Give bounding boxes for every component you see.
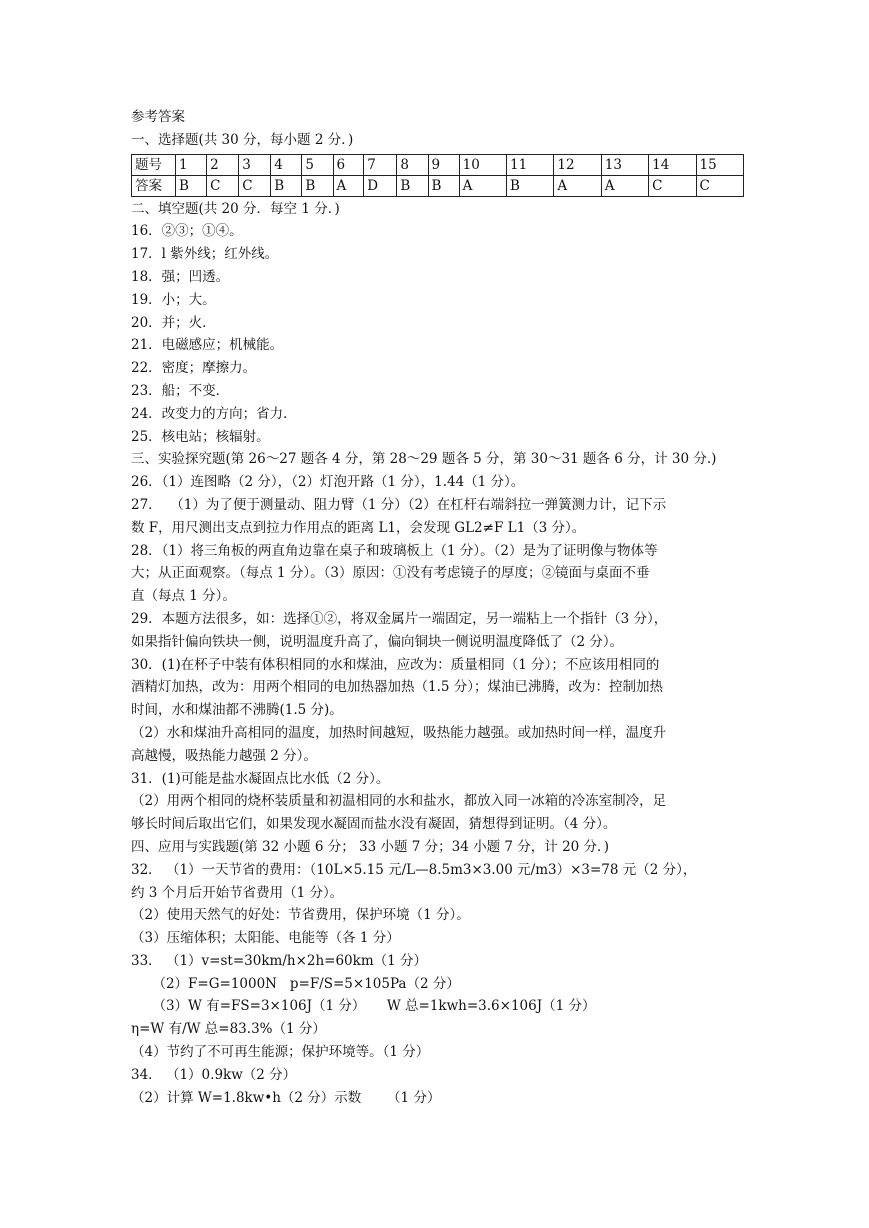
table-cell: B	[428, 175, 459, 196]
table-cell: 6	[333, 154, 364, 175]
table-cell: B	[271, 175, 302, 196]
table-cell: 13	[601, 154, 648, 175]
table-cell: A	[333, 175, 364, 196]
text-line: 19．小；大。	[131, 291, 216, 308]
text-line: 23．船；不变．	[131, 382, 230, 399]
text-line: 33． （1）v=st=30km/h×2h=60km（1 分）	[131, 952, 428, 969]
table-cell: D	[364, 175, 397, 196]
text-line: 34． （1）0.9kw（2 分）	[131, 1066, 297, 1083]
text-line: （3）压缩体积；太阳能、电能等（各 1 分）	[131, 930, 400, 947]
table-cell: B	[302, 175, 333, 196]
text-line: 够长时间后取出它们，如果发现水凝固而盐水没有凝固，猜想得到证明。（4 分）。	[131, 816, 617, 833]
table-cell: 14	[649, 154, 696, 175]
text-line: 26．（1）连图略（2 分），（2）灯泡开路（1 分），1.44（1 分）。	[131, 474, 525, 491]
text-line: 高越慢，吸热能力越强 2 分）。	[131, 747, 317, 764]
table-cell: 15	[696, 154, 743, 175]
table-cell: C	[696, 175, 743, 196]
text-line: 直（每点 1 分）。	[131, 588, 236, 605]
text-line: （2）使用天然气的好处：节省费用，保护环境（1 分）。	[131, 907, 470, 924]
table-cell: 12	[554, 154, 601, 175]
table-cell: B	[176, 175, 207, 196]
text-line: 22．密度；摩擦力。	[131, 360, 257, 377]
table-row-numbers	[132, 154, 744, 175]
text-line: 24．改变力的方向；省力．	[131, 405, 297, 422]
text-line: 二、填空题(共 20 分．每空 1 分．)	[131, 200, 340, 217]
table-cell: A	[601, 175, 648, 196]
text-line: 数 F，用尺测出支点到拉力作用点的距离 L1，会发现 GL2≠F L1（3 分）。	[131, 519, 586, 536]
text-line: （4）节约了不可再生能源；保护环境等。（1 分）	[131, 1044, 430, 1061]
table-cell: 3	[239, 154, 271, 175]
table-cell: 5	[302, 154, 333, 175]
text-line: 三、实验探究题(第 26～27 题各 4 分，第 28～29 题各 5 分，第 30～31 题各 6 分，计 30 分.)	[131, 451, 717, 468]
text-line: 如果指针偏向铁块一侧，说明温度升高了，偏向铜块一侧说明温度降低了（2 分）。	[131, 633, 624, 650]
text-line: 27． （1）为了便于测量动、阻力臂（1 分）（2）在杠杆右端斜拉一弹簧测力计，记下示	[131, 496, 667, 513]
table-header-cell: 题号	[132, 154, 176, 175]
doc-title: 参考答案	[131, 109, 185, 125]
text-line: 28．（1）将三角板的两直角边靠在桌子和玻璃板上（1 分）。（2）是为了证明像与物体等	[131, 542, 658, 559]
text-line: （2）用两个相同的烧杯装质量和初温相同的水和盐水，都放入同一冰箱的冷冻室制冷，足	[131, 793, 667, 810]
table-cell: C	[239, 175, 271, 196]
table-header-cell: 答案	[132, 175, 176, 196]
table-cell: 2	[207, 154, 239, 175]
text-line: 25．核电站；核辐射。	[131, 428, 270, 445]
text-line: 18．强；凹透。	[131, 268, 230, 285]
text-line: η=W 有/W 总=83.3%（1 分）	[131, 1021, 326, 1038]
text-line: 时间，水和煤油都不沸腾(1.5 分)。	[131, 702, 343, 719]
table-row-answers	[132, 175, 744, 196]
table-cell: B	[397, 175, 428, 196]
table-cell: 9	[428, 154, 459, 175]
table-cell: A	[459, 175, 506, 196]
text-line: 17．l 紫外线；红外线。	[131, 246, 279, 263]
text-line: 32． （1）一天节省的费用：（10L×5.15 元/L—8.5m3×3.00 元/m3）×3=78 元（2 分），	[131, 861, 697, 878]
text-line: （2）水和煤油升高相同的温度，加热时间越短，吸热能力越强。或加热时间一样，温度升	[131, 724, 667, 741]
section-heading-choice: 一、选择题(共 30 分，每小题 2 分．)	[131, 131, 354, 148]
text-line: （3）W 有=FS=3×106J（1 分） W 总=1kwh=3.6×106J（1 分）	[131, 998, 596, 1015]
text-line: 四、应用与实践题(第 32 小题 6 分； 33 小题 7 分；34 小题 7 分，计 20 分．)	[131, 838, 610, 855]
table-cell: 7	[364, 154, 397, 175]
table-cell: 11	[507, 154, 554, 175]
table-cell: C	[649, 175, 696, 196]
text-line: 16．②③；①④。	[131, 223, 243, 240]
text-line: （2）计算 W=1.8kw•h（2 分）示数 （1 分）	[131, 1089, 441, 1106]
text-line: 20．并；火．	[131, 314, 216, 331]
text-line: 酒精灯加热，改为：用两个相同的电加热器加热（1.5 分）；煤油已沸腾，改为：控制加热	[131, 679, 664, 696]
text-line: 31．(1)可能是盐水凝固点比水低（2 分）。	[131, 770, 390, 787]
text-line: 29．本题方法很多，如：选择①②，将双金属片一端固定，另一端粘上一个指针（3 分），	[131, 610, 668, 627]
text-line: （2）F=G=1000N p=F/S=5×105Pa（2 分）	[131, 975, 460, 992]
table-cell: 10	[459, 154, 506, 175]
text-line: 30．(1)在杯子中装有体积相同的水和煤油，应改为：质量相同（1 分）；不应该用相同的	[131, 656, 660, 673]
answer-key-content	[131, 106, 743, 1109]
table-cell: C	[207, 175, 239, 196]
text-line: 大；从正面观察。（每点 1 分）。（3）原因：①没有考虑镜子的厚度；②镜面与桌面不垂	[131, 565, 650, 582]
text-line: 21．电磁感应；机械能。	[131, 337, 284, 354]
table-cell: B	[507, 175, 554, 196]
table-cell: 4	[271, 154, 302, 175]
table-cell: 8	[397, 154, 428, 175]
answer-table	[131, 154, 744, 197]
table-cell: A	[554, 175, 601, 196]
table-cell: 1	[176, 154, 207, 175]
text-line: 约 3 个月后开始节省费用（1 分）。	[131, 884, 344, 901]
